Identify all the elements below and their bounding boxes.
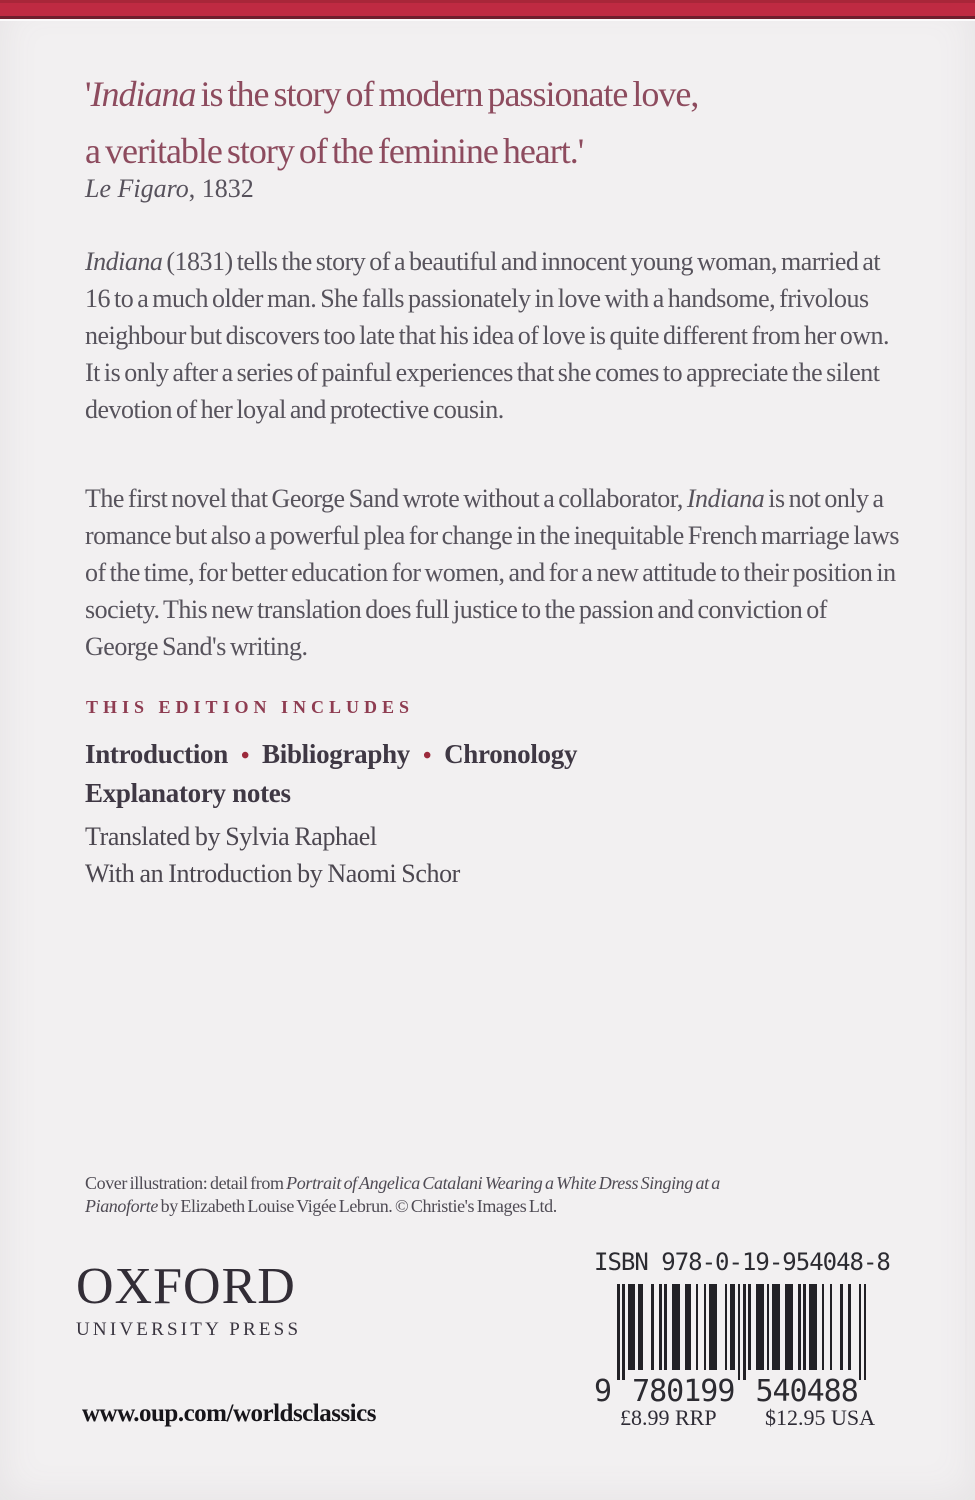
edition-includes-list <box>85 736 900 812</box>
review-quote <box>85 66 915 180</box>
publisher-logo <box>76 1258 302 1341</box>
quote-line-2: a veritable story of the feminine heart.' <box>85 131 584 171</box>
university-press-wordmark: UNIVERSITY PRESS <box>76 1319 302 1340</box>
quote-line-1: 'Indiana is the story of modern passionate love, <box>85 74 699 114</box>
synopsis-paragraph-2: The first novel that George Sand wrote without a collaborator, Indiana is not only a romance but also a powerful plea for change in the inequitable French marriage laws of the time, for better education for women, and for a new attitude to their position in society. This new translation does full justice to the passion and conviction of George Sand's writing. <box>85 484 899 661</box>
book-title-italic: Indiana <box>686 484 765 513</box>
edition-list-line-2: Explanatory notes <box>85 778 291 808</box>
ean-digit-group-1: 9 <box>594 1374 612 1409</box>
translator-credit: Translated by Sylvia Raphael <box>85 822 377 851</box>
price-us: $12.95 USA <box>765 1405 876 1430</box>
book-title-italic: Indiana <box>90 74 196 114</box>
edition-item-introduction: Introduction <box>85 739 228 769</box>
edition-includes-heading: THIS EDITION INCLUDES <box>86 697 415 717</box>
ean-digit-group-2: 780199 <box>632 1374 735 1409</box>
isbn-number: ISBN 978-0-19-954048-8 <box>594 1248 890 1276</box>
bullet-separator-icon: • <box>423 743 432 769</box>
book-title-italic: Indiana <box>85 247 163 276</box>
edition-item-chronology: Chronology <box>444 739 578 769</box>
cover-illustration-credit: Cover illustration: detail from Portrait of Angelica Catalani Wearing a White Dress Singing at a Pianoforte by Elizabeth Louise Vigée Lebrun. © Christie's Images Ltd. <box>85 1173 720 1216</box>
quote-source-publication: Le Figaro <box>85 174 189 203</box>
ean-barcode <box>617 1284 904 1370</box>
quote-source-year: , 1832 <box>188 174 254 203</box>
price-uk: £8.99 RRP <box>620 1405 717 1430</box>
ean-digit-group-3: 540488 <box>755 1374 858 1409</box>
introduction-credit: With an Introduction by Naomi Schor <box>85 859 460 888</box>
illustration-title-italic: Portrait of Angelica Catalani Wearing a White Dress Singing at a Pianoforte <box>85 1173 720 1216</box>
contributors <box>85 818 900 892</box>
oxford-wordmark: OXFORD <box>76 1258 296 1315</box>
bullet-separator-icon: • <box>240 743 250 769</box>
edition-list-line-1 <box>85 736 900 775</box>
ean-digits <box>594 1374 904 1409</box>
synopsis-paragraph-1: Indiana (1831) tells the story of a beautiful and innocent young woman, married at 16 to a much older man. She falls passionately in love with a handsome, frivolous neighbour but discovers too late that his idea of love is quite different from her own. It is only after a series of painful experiences that she comes to appreciate the silent devotion of her loyal and protective cousin. <box>85 247 890 424</box>
edition-item-bibliography: Bibliography <box>262 739 410 769</box>
isbn-barcode-block <box>594 1248 904 1409</box>
quote-source <box>85 172 254 206</box>
publisher-website: www.oup.com/worldsclassics <box>82 1400 376 1427</box>
top-red-band <box>0 0 975 21</box>
